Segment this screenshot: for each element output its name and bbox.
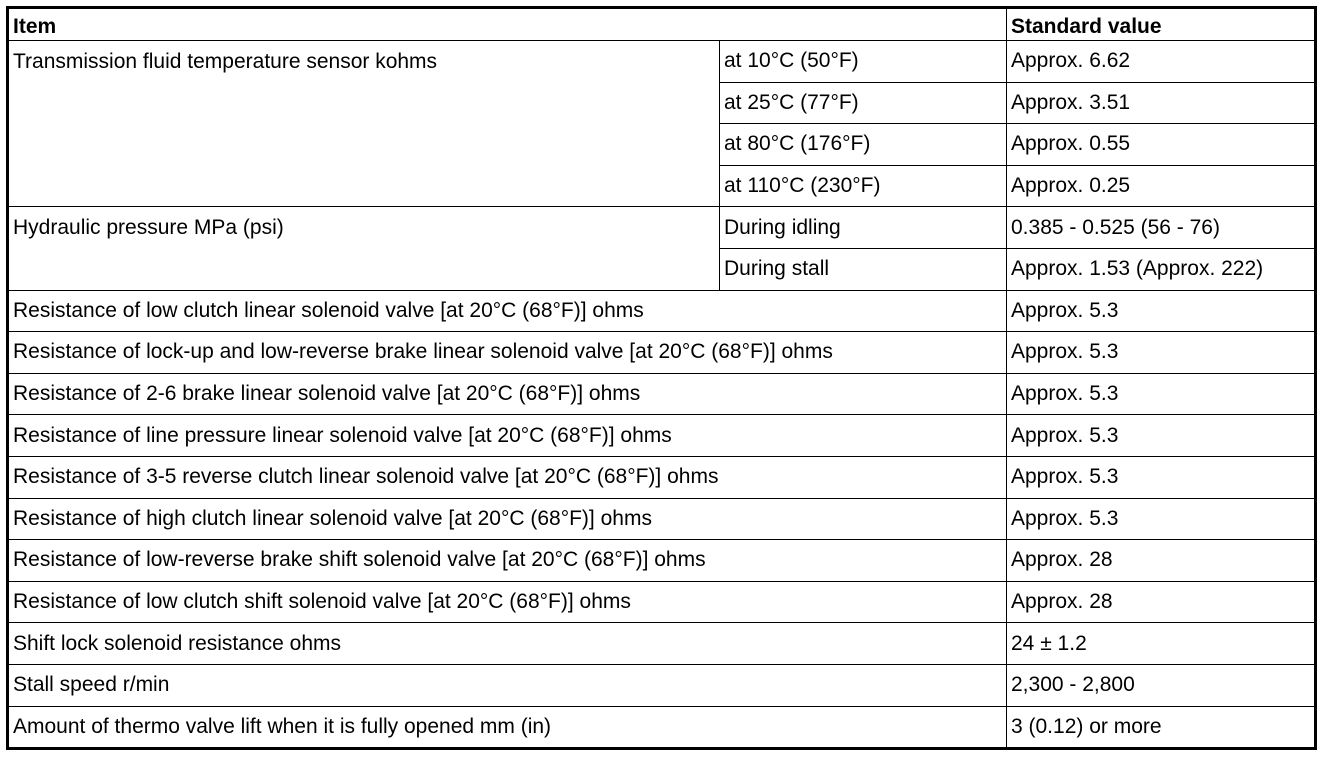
table-row [8, 498, 1316, 540]
standard-value-table [6, 6, 1317, 750]
header-standard-value: Standard value [1007, 8, 1316, 41]
item-cell: Resistance of low-reverse brake shift solenoid valve [at 20°C (68°F)] ohms [8, 540, 1007, 582]
item-cell: Amount of thermo valve lift when it is fully opened mm (in) [8, 706, 1007, 749]
value-cell: 3 (0.12) or more [1007, 706, 1316, 749]
value-cell: Approx. 5.3 [1007, 415, 1316, 457]
header-item: Item [8, 8, 1007, 41]
table-row [8, 456, 1316, 498]
item-cell: Resistance of line pressure linear solenoid valve [at 20°C (68°F)] ohms [8, 415, 1007, 457]
condition-cell: at 80°C (176°F) [720, 124, 1007, 166]
value-cell: Approx. 28 [1007, 581, 1316, 623]
header-row [8, 8, 1316, 41]
item-cell: Transmission fluid temperature sensor kohms [8, 41, 720, 207]
item-cell: Resistance of high clutch linear solenoid valve [at 20°C (68°F)] ohms [8, 498, 1007, 540]
value-cell: Approx. 5.3 [1007, 332, 1316, 374]
value-cell: Approx. 0.55 [1007, 124, 1316, 166]
condition-cell: During idling [720, 207, 1007, 249]
item-cell: Hydraulic pressure MPa (psi) [8, 207, 720, 290]
table-row [8, 664, 1316, 706]
value-cell: Approx. 0.25 [1007, 165, 1316, 207]
item-cell: Resistance of 2-6 brake linear solenoid valve [at 20°C (68°F)] ohms [8, 373, 1007, 415]
value-cell: 24 ± 1.2 [1007, 623, 1316, 665]
value-cell: Approx. 28 [1007, 540, 1316, 582]
table-row [8, 415, 1316, 457]
condition-cell: at 110°C (230°F) [720, 165, 1007, 207]
item-cell: Resistance of 3-5 reverse clutch linear solenoid valve [at 20°C (68°F)] ohms [8, 456, 1007, 498]
value-cell: 2,300 - 2,800 [1007, 664, 1316, 706]
condition-cell: During stall [720, 248, 1007, 290]
table-row [8, 332, 1316, 374]
table-row [8, 706, 1316, 749]
value-cell: Approx. 6.62 [1007, 41, 1316, 83]
value-cell: Approx. 5.3 [1007, 498, 1316, 540]
item-cell: Resistance of lock-up and low-reverse brake linear solenoid valve [at 20°C (68°F)] ohms [8, 332, 1007, 374]
item-cell: Shift lock solenoid resistance ohms [8, 623, 1007, 665]
value-cell: Approx. 5.3 [1007, 290, 1316, 332]
item-cell: Resistance of low clutch shift solenoid valve [at 20°C (68°F)] ohms [8, 581, 1007, 623]
table-row [8, 540, 1316, 582]
value-cell: Approx. 3.51 [1007, 82, 1316, 124]
item-cell: Stall speed r/min [8, 664, 1007, 706]
table-row [8, 290, 1316, 332]
table-row [8, 581, 1316, 623]
item-cell: Resistance of low clutch linear solenoid valve [at 20°C (68°F)] ohms [8, 290, 1007, 332]
value-cell: 0.385 - 0.525 (56 - 76) [1007, 207, 1316, 249]
table-row [8, 207, 1316, 249]
condition-cell: at 10°C (50°F) [720, 41, 1007, 83]
table-row [8, 623, 1316, 665]
condition-cell: at 25°C (77°F) [720, 82, 1007, 124]
table-row [8, 41, 1316, 83]
value-cell: Approx. 5.3 [1007, 456, 1316, 498]
value-cell: Approx. 1.53 (Approx. 222) [1007, 248, 1316, 290]
table-row [8, 373, 1316, 415]
value-cell: Approx. 5.3 [1007, 373, 1316, 415]
